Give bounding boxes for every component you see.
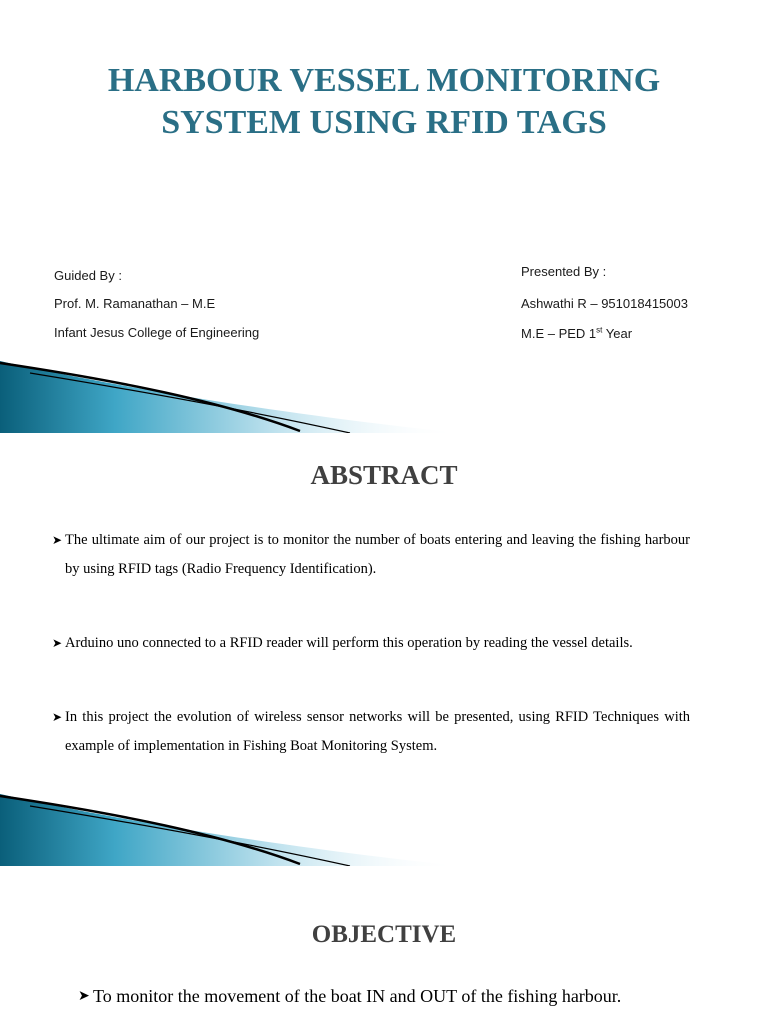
list-item: ➤ To monitor the movement of the boat IN and OUT of the fishing harbour.	[78, 983, 718, 1009]
list-item: ➤ In this project the evolution of wireless sensor networks will be presented, using RFID Techniques with example of implementation in Fishing Boat Monitoring System.	[52, 703, 690, 761]
guide-name: Prof. M. Ramanathan – M.E	[54, 296, 216, 311]
presenter-course: M.E – PED 1st Year	[521, 325, 633, 341]
presented-by-block	[521, 264, 751, 348]
objective-bullet-list	[78, 983, 718, 1009]
arrow-bullet-icon: ➤	[52, 710, 63, 724]
swoosh-decoration	[0, 794, 768, 866]
objective-slide	[0, 866, 768, 1024]
title-line-1: HARBOUR VESSEL MONITORING	[107, 62, 661, 99]
guided-by-block	[54, 268, 354, 348]
college-name: Infant Jesus College of Engineering	[54, 325, 260, 340]
swoosh-decoration	[0, 361, 768, 433]
objective-heading: OBJECTIVE	[311, 921, 457, 948]
arrow-bullet-icon: ➤	[52, 636, 63, 650]
list-item: ➤ Arduino uno connected to a RFID reader will perform this operation by reading the vessel details.	[52, 629, 690, 658]
slide-title	[0, 60, 768, 144]
arrow-bullet-icon: ➤	[78, 988, 90, 1004]
title-slide	[0, 0, 768, 433]
presenter-name: Ashwathi R – 951018415003	[521, 296, 688, 311]
guided-by-label: Guided By :	[54, 268, 122, 283]
presented-by-label: Presented By :	[521, 264, 607, 279]
arrow-bullet-icon: ➤	[52, 533, 63, 547]
abstract-slide	[0, 433, 768, 866]
title-line-2: SYSTEM USING RFID TAGS	[161, 104, 607, 141]
abstract-heading: ABSTRACT	[310, 460, 458, 490]
abstract-bullet-list	[52, 526, 690, 761]
list-item: ➤ The ultimate aim of our project is to monitor the number of boats entering and leaving the fishing harbour by using RFID tags (Radio Frequency Identification).	[52, 526, 690, 584]
